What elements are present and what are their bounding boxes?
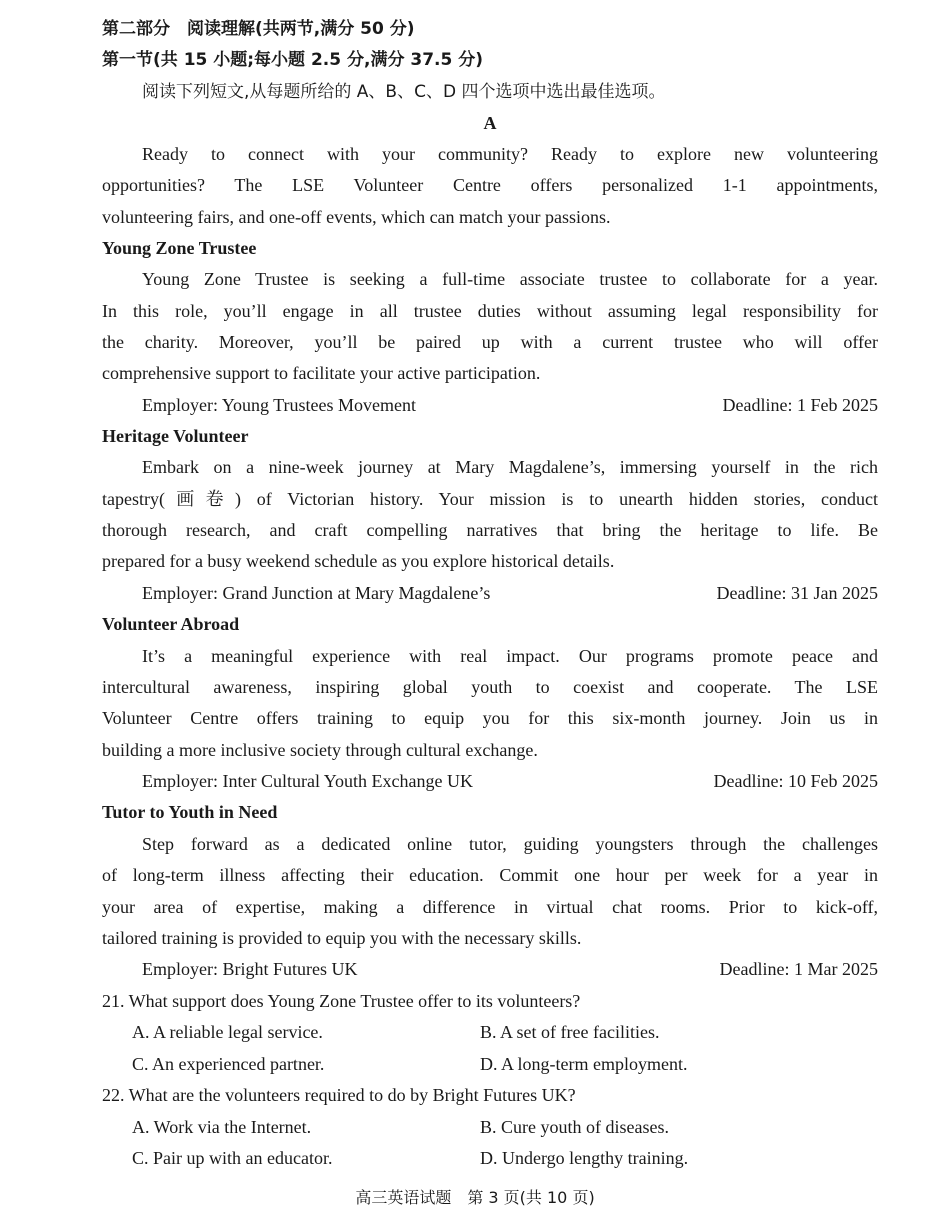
question-options-row [102,1143,878,1174]
job-description-line: In this role, you’ll engage in all trustee duties without assuming legal responsibility for [102,301,878,321]
page-footer: 高三英语试题 第 3 页(共 10 页) [355,1188,595,1207]
option-b: B. A set of free facilities. [480,1022,660,1042]
job-description-line: It’s a meaningful experience with real impact. Our programs promote peace and [142,646,878,666]
job-title: Young Zone Trustee [102,238,257,258]
option-c: C. Pair up with an educator. [132,1148,333,1168]
option-d: D. A long-term employment. [480,1054,688,1074]
option-a: A. A reliable legal service. [132,1022,323,1042]
job-deadline: Deadline: 31 Jan 2025 [716,583,878,603]
intro-line: volunteering fairs, and one-off events, which can match your passions. [102,207,611,227]
job-description-line: your area of expertise, making a difference in virtual chat rooms. Prior to kick-off, [102,897,878,917]
job-title: Volunteer Abroad [102,614,240,634]
job-employer: Employer: Grand Junction at Mary Magdalene’s [142,583,491,603]
job-description-line: tapestry(画卷) of Victorian history. Your mission is to unearth hidden stories, conduct [102,489,878,509]
question-options-row [102,1049,878,1080]
option-c: C. An experienced partner. [132,1054,325,1074]
job-description-line: Volunteer Centre offers training to equip you for this six-month journey. Join us in [102,708,878,728]
instructions: 阅读下列短文,从每题所给的 A、B、C、D 四个选项中选出最佳选项。 [142,82,666,102]
job-description-line: building a more inclusive society through cultural exchange. [102,740,538,760]
job-description-line: thorough research, and craft compelling narratives that bring the heritage to life. Be [102,520,878,540]
job-description-line: comprehensive support to facilitate your active participation. [102,363,541,383]
passage-label: A [483,113,497,133]
job-deadline: Deadline: 1 Mar 2025 [719,959,878,979]
question-stem: 21. What support does Young Zone Trustee offer to its volunteers? [102,991,581,1011]
job-description-line: Step forward as a dedicated online tutor, guiding youngsters through the challenges [142,834,878,854]
job-title: Tutor to Youth in Need [102,802,278,822]
job-meta [102,766,878,797]
job-deadline: Deadline: 1 Feb 2025 [722,395,878,415]
job-description-line: Young Zone Trustee is seeking a full-time associate trustee to collaborate for a year. [142,269,878,289]
section-title: 第一节(共 15 小题;每小题 2.5 分,满分 37.5 分) [102,50,484,70]
job-description-line: Embark on a nine-week journey at Mary Magdalene’s, immersing yourself in the rich [142,457,878,477]
job-meta [102,578,878,609]
question-stem: 22. What are the volunteers required to do by Bright Futures UK? [102,1085,576,1105]
option-b: B. Cure youth of diseases. [480,1117,669,1137]
job-employer: Employer: Inter Cultural Youth Exchange UK [142,771,473,791]
part-title: 第二部分 阅读理解(共两节,满分 50 分) [102,19,415,39]
job-description-line: intercultural awareness, inspiring global youth to coexist and cooperate. The LSE [102,677,878,697]
job-meta [102,954,878,985]
job-employer: Employer: Young Trustees Movement [142,395,417,415]
intro-line: Ready to connect with your community? Ready to explore new volunteering [142,144,878,164]
job-description-line: of long-term illness affecting their education. Commit one hour per week for a year in [102,865,878,885]
option-a: A. Work via the Internet. [132,1117,312,1137]
job-employer: Employer: Bright Futures UK [142,959,358,979]
question-options-row [102,1017,878,1048]
job-description-line: tailored training is provided to equip you with the necessary skills. [102,928,582,948]
intro-line: opportunities? The LSE Volunteer Centre offers personalized 1-1 appointments, [102,175,878,195]
job-description-line: the charity. Moreover, you’ll be paired up with a current trustee who will offer [102,332,878,352]
job-deadline: Deadline: 10 Feb 2025 [713,771,878,791]
job-title: Heritage Volunteer [102,426,249,446]
job-description-line: prepared for a busy weekend schedule as you explore historical details. [102,551,615,571]
job-meta [102,390,878,421]
question-options-row [102,1112,878,1143]
option-d: D. Undergo lengthy training. [480,1148,689,1168]
